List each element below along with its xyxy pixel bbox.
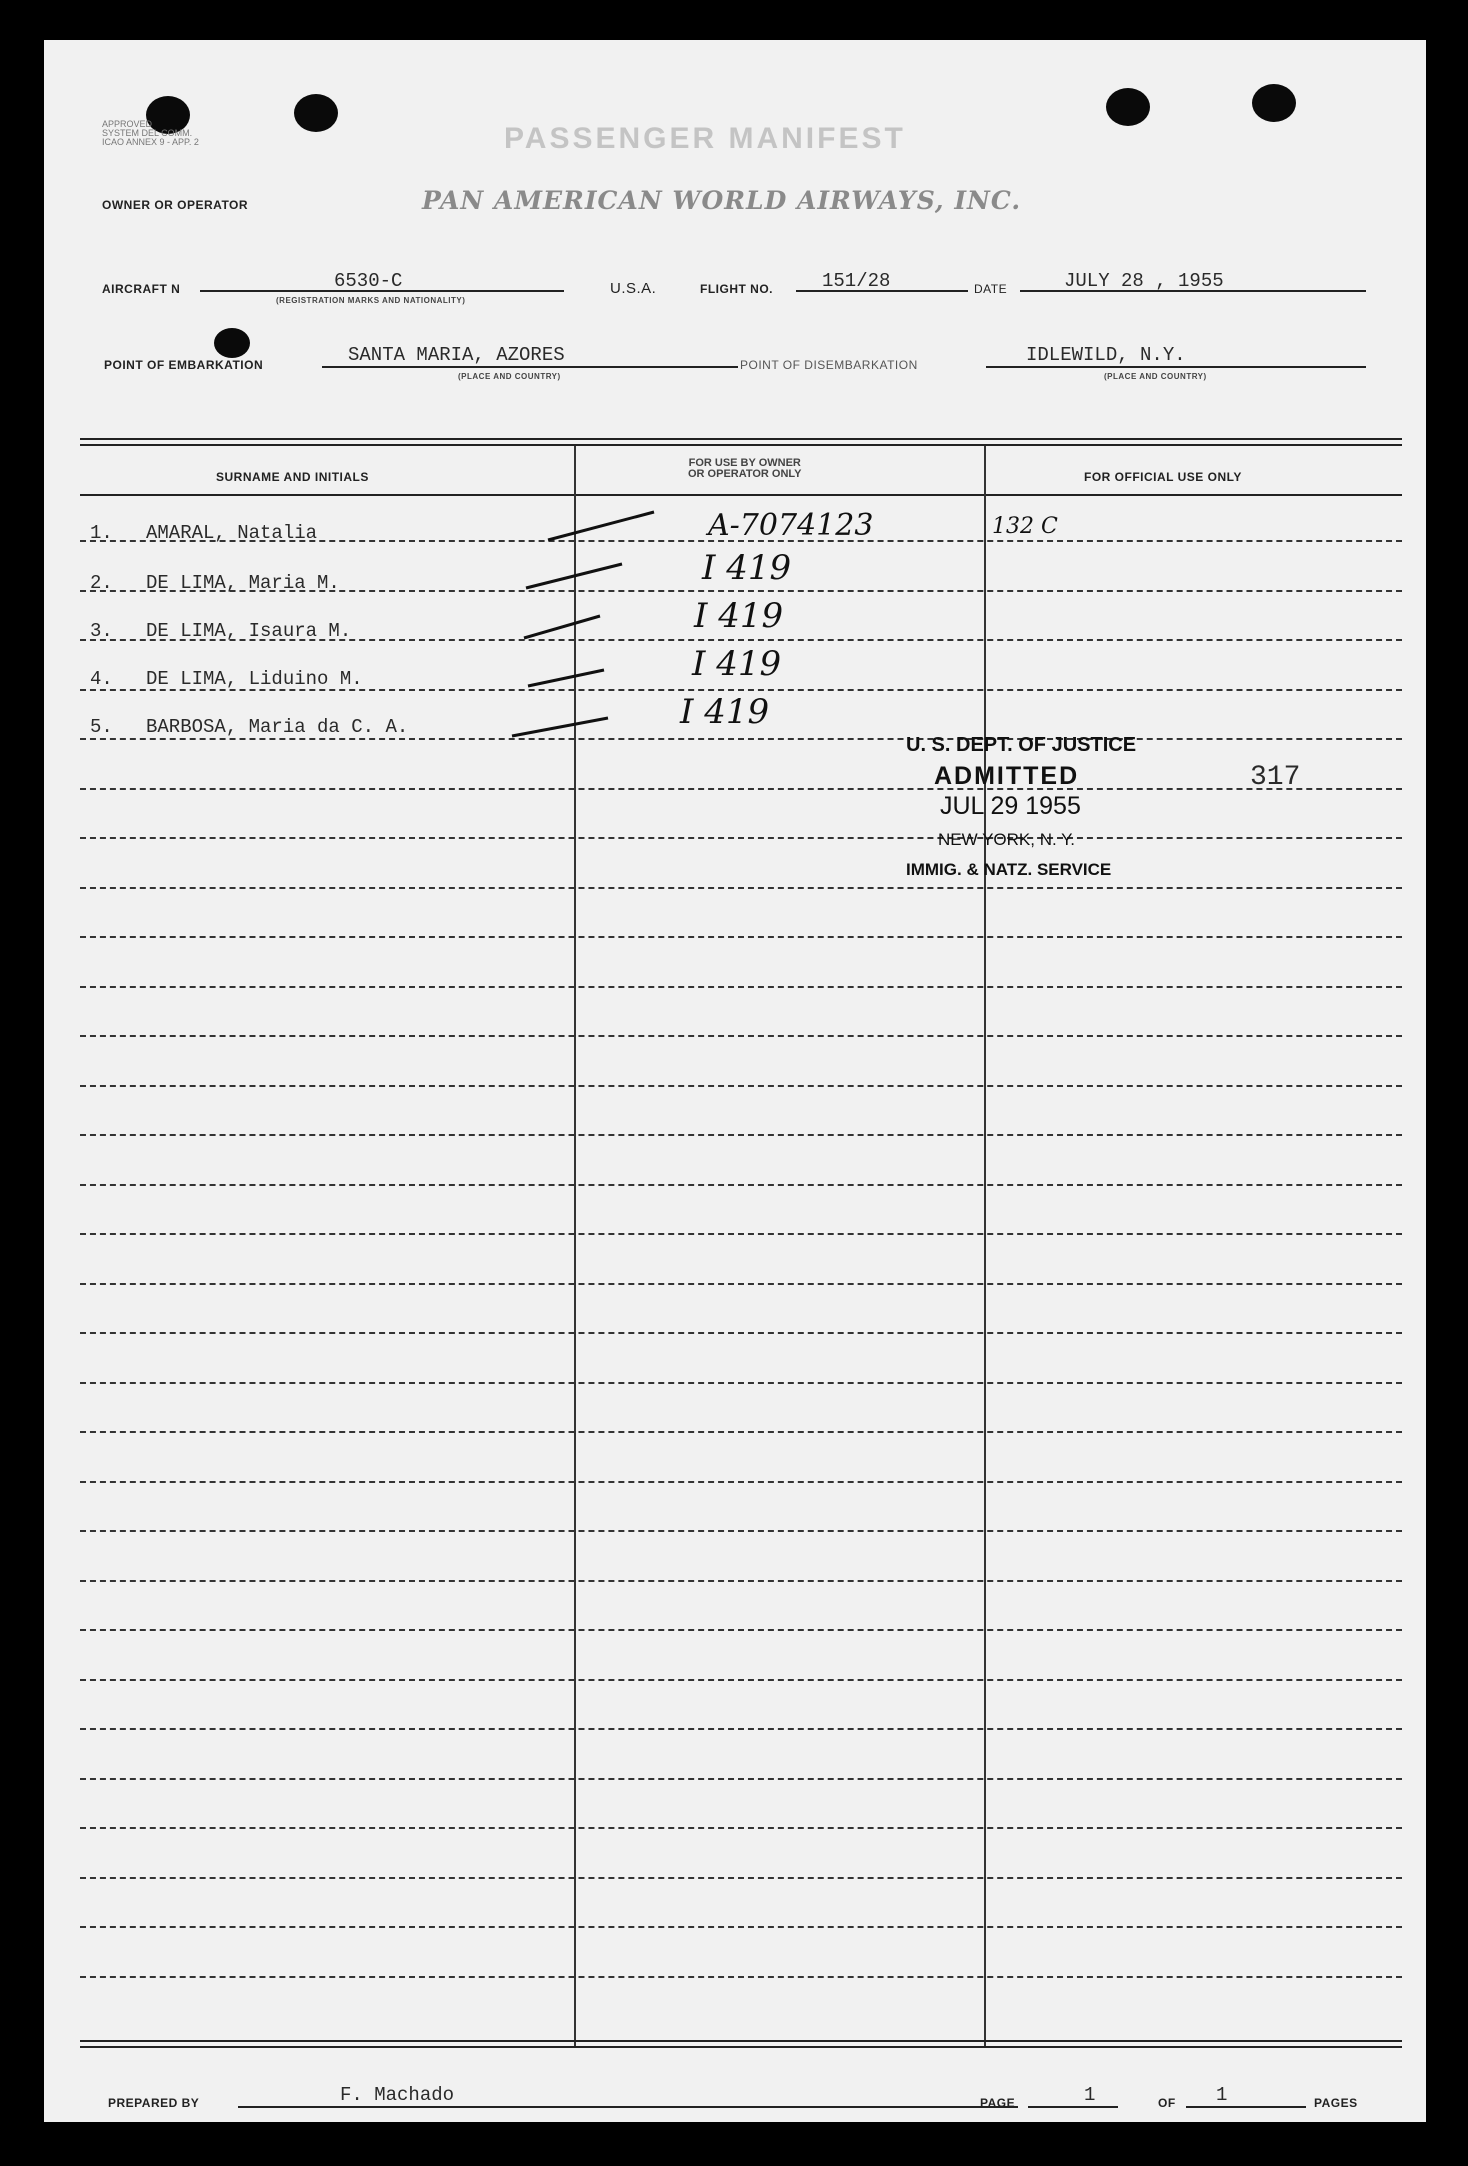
table-row-line bbox=[80, 1976, 1402, 1978]
pages-label: PAGES bbox=[1314, 2096, 1358, 2110]
table-row-line bbox=[80, 1778, 1402, 1780]
manifest-sheet bbox=[44, 40, 1426, 2122]
aircraft-value: 6530-C bbox=[334, 270, 403, 292]
check-mark bbox=[544, 506, 664, 546]
stamp-number: 317 bbox=[1250, 762, 1301, 793]
table-top-rule bbox=[80, 438, 1402, 440]
table-bottom-rule bbox=[80, 2046, 1402, 2048]
check-mark bbox=[520, 606, 620, 646]
table-row-line bbox=[80, 1728, 1402, 1730]
stamp-city: NEW YORK, N. Y. bbox=[938, 830, 1075, 849]
column-divider bbox=[984, 446, 986, 2046]
approval-note: APPROVED SYSTEM DEL COMM. ICAO ANNEX 9 - APP. 2 bbox=[102, 119, 199, 147]
table-row-line bbox=[80, 1580, 1402, 1582]
owner-note: I 419 bbox=[702, 548, 792, 588]
stamp-service: IMMIG. & NATZ. SERVICE bbox=[906, 860, 1112, 879]
punch-hole bbox=[214, 328, 250, 358]
passenger-name: DE LIMA, Maria M. bbox=[146, 572, 340, 594]
row-number: 4. bbox=[90, 668, 113, 690]
table-row-line bbox=[80, 1431, 1402, 1433]
table-row-line bbox=[80, 1827, 1402, 1829]
punch-hole bbox=[294, 94, 338, 132]
passenger-name: BARBOSA, Maria da C. A. bbox=[146, 716, 409, 738]
table-row-line bbox=[80, 1481, 1402, 1483]
passenger-name: DE LIMA, Isaura M. bbox=[146, 620, 352, 642]
table-row-line bbox=[80, 1629, 1402, 1631]
stamp-date: JUL 29 1955 bbox=[940, 792, 1081, 820]
row-number: 2. bbox=[90, 572, 113, 594]
table-row-line bbox=[80, 1233, 1402, 1235]
table-row-line bbox=[80, 1184, 1402, 1186]
table-row-line bbox=[80, 1382, 1402, 1384]
table-row-line bbox=[80, 1926, 1402, 1928]
owner-note: I 419 bbox=[694, 596, 784, 636]
page-value: 1 bbox=[1084, 2084, 1096, 2106]
table-row-line bbox=[80, 1530, 1402, 1532]
passenger-name: DE LIMA, Liduino M. bbox=[146, 668, 363, 690]
column-header-owner-use: FOR USE BY OWNER OR OPERATOR ONLY bbox=[688, 457, 802, 480]
stamp-dept: U. S. DEPT. OF JUSTICE bbox=[906, 734, 1137, 756]
official-note: 132 C bbox=[992, 514, 1058, 539]
of-label: OF bbox=[1158, 2096, 1176, 2110]
table-row-line bbox=[80, 1134, 1402, 1136]
aircraft-label: AIRCRAFT N bbox=[102, 282, 181, 296]
table-row-line bbox=[80, 738, 1402, 740]
registration-caption: (REGISTRATION MARKS AND NATIONALITY) bbox=[276, 296, 466, 305]
table-row-line bbox=[80, 1085, 1402, 1087]
stamp-admitted: ADMITTED bbox=[934, 762, 1080, 790]
operator-label: OWNER OR OPERATOR bbox=[102, 198, 249, 212]
table-row-line bbox=[80, 1679, 1402, 1681]
embarkation-place-caption: (PLACE AND COUNTRY) bbox=[458, 372, 561, 381]
embarkation-value: SANTA MARIA, AZORES bbox=[348, 344, 565, 366]
prepared-by-value: F. Machado bbox=[340, 2084, 455, 2106]
table-row-line bbox=[80, 1283, 1402, 1285]
table-row-line bbox=[80, 936, 1402, 938]
punch-hole bbox=[1106, 88, 1150, 126]
flight-value: 151/28 bbox=[822, 270, 891, 292]
column-header-official: FOR OFFICIAL USE ONLY bbox=[1084, 470, 1242, 484]
form-title: PASSENGER MANIFEST bbox=[504, 122, 906, 155]
row-number: 3. bbox=[90, 620, 113, 642]
disembarkation-value: IDLEWILD, N.Y. bbox=[1026, 344, 1186, 366]
country-label: U.S.A. bbox=[610, 280, 657, 297]
date-label: DATE bbox=[974, 282, 1008, 296]
table-row-line bbox=[80, 986, 1402, 988]
table-top-rule bbox=[80, 444, 1402, 446]
check-mark bbox=[522, 554, 642, 594]
table-row-line bbox=[80, 887, 1402, 889]
owner-note: A-7074123 bbox=[708, 508, 874, 543]
page-label: PAGE bbox=[980, 2096, 1016, 2110]
operator-name: PAN AMERICAN WORLD AIRWAYS, INC. bbox=[422, 186, 1022, 215]
disembarkation-label: POINT OF DISEMBARKATION bbox=[740, 358, 918, 372]
row-number: 5. bbox=[90, 716, 113, 738]
punch-hole bbox=[1252, 84, 1296, 122]
table-bottom-rule bbox=[80, 2040, 1402, 2042]
prepared-by-label: PREPARED BY bbox=[108, 2096, 200, 2110]
check-mark bbox=[524, 656, 624, 696]
column-header-surname: SURNAME AND INITIALS bbox=[216, 470, 369, 484]
flight-label: FLIGHT NO. bbox=[700, 282, 773, 296]
check-mark bbox=[508, 706, 628, 746]
date-value: JULY 28 , 1955 bbox=[1064, 270, 1224, 292]
table-row-line bbox=[80, 1877, 1402, 1879]
of-value: 1 bbox=[1216, 2084, 1228, 2106]
table-row-line bbox=[80, 837, 1402, 839]
row-number: 1. bbox=[90, 522, 113, 544]
table-row-line bbox=[80, 788, 1402, 790]
header-rule bbox=[80, 494, 1402, 496]
table-row-line bbox=[80, 1332, 1402, 1334]
table-row-line bbox=[80, 1035, 1402, 1037]
owner-note: I 419 bbox=[692, 644, 782, 684]
owner-note: I 419 bbox=[680, 692, 770, 732]
passenger-name: AMARAL, Natalia bbox=[146, 522, 318, 544]
embarkation-label: POINT OF EMBARKATION bbox=[104, 358, 264, 372]
disembarkation-place-caption: (PLACE AND COUNTRY) bbox=[1104, 372, 1207, 381]
